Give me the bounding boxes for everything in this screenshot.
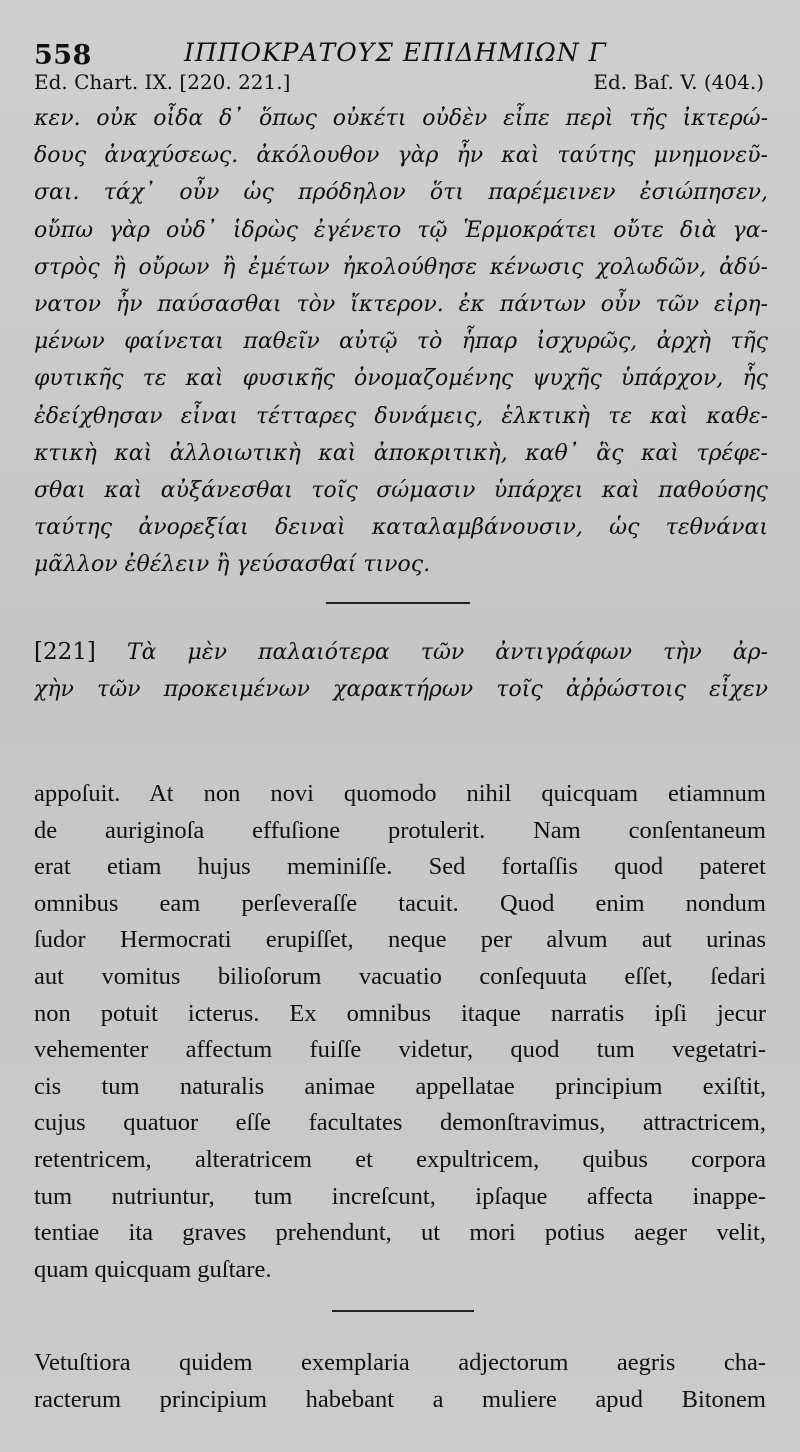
latin-line: non potuit icterus. Ex omnibus itaque narratis ipſi jecur — [34, 999, 766, 1027]
greek-line: νατον ἦν παύσασθαι τὸν ἴκτερον. ἐκ πάντων οὖν τῶν εἰρη- — [34, 291, 768, 317]
latin-text-block — [34, 776, 766, 1288]
latin-line: cujus quatuor eſſe facultates demonſtravimus, attractricem, — [34, 1109, 766, 1137]
greek-line: δους ἀναχύσεως. ἀκόλουθον γὰρ ἦν καὶ ταύτης μνημονεῦ- — [34, 143, 768, 169]
latin-line: omnibus eam perſeveraſſe tacuit. Quod enim nondum — [34, 889, 766, 917]
greek-line: κεν. οὐκ οἶδα δ᾽ ὅπως οὐκέτι οὐδὲν εἶπε περὶ τῆς ἰκτερώ- — [34, 106, 768, 131]
greek-line: ἐδείχθησαν εἶναι τέτταρες δυνάμεις, ἑλκτικὴ τε καὶ καθε- — [34, 403, 768, 429]
greek-line: φυτικῆς τε καὶ φυσικῆς ὀνομαζομένης ψυχῆς ὑπάρχον, ἧς — [34, 366, 768, 392]
greek-line: μᾶλλον ἐθέλειν ἢ γεύσασθαί τινος. — [34, 552, 431, 578]
latin-line: tum nutriuntur, tum increſcunt, ipſaque affecta inappe- — [34, 1182, 766, 1210]
latin-section-221 — [34, 1345, 766, 1418]
greek-text-block — [34, 100, 768, 583]
latin-line: ſudor Hermocrati erupiſſet, neque per alvum aut urinas — [34, 926, 766, 954]
greek-section-line — [34, 634, 768, 671]
page-number: 558 — [34, 40, 92, 71]
greek-section-221 — [34, 634, 768, 708]
section-divider — [326, 602, 470, 604]
greek-section-text: Τὰ μὲν παλαιότερα τῶν ἀντιγράφων τὴν ἀρ- — [126, 640, 768, 665]
latin-line: Vetuſtiora quidem exemplaria adjectorum aegris cha- — [34, 1349, 766, 1376]
edition-chartier-ref: Ed. Chart. IX. [220. 221.] — [34, 70, 291, 94]
greek-line: ταύτης ἀνορεξίαι δειναὶ καταλαμβάνουσιν, ὡς τεθνάναι — [34, 515, 768, 541]
latin-line: cis tum naturalis animae appellatae principium exiſtit, — [34, 1072, 766, 1100]
edition-basel-ref: Ed. Baſ. V. (404.) — [593, 70, 764, 94]
latin-line: quam quicquam guſtare. — [34, 1255, 272, 1283]
greek-line: μένων φαίνεται παθεῖν αὐτῷ τὸ ἧπαρ ἰσχυρῶς, ἀρχὴ τῆς — [34, 329, 768, 355]
latin-line: erat etiam hujus meminiſſe. Sed fortaſſis quod pateret — [34, 853, 766, 881]
latin-line: retentricem, alteratricem et expultricem, quibus corpora — [34, 1145, 766, 1173]
running-title: ΙΠΠΟΚΡΑΤΟΥΣ ΕΠΙΔΗΜΙΩΝ Γ — [184, 38, 607, 67]
greek-line: οὔπω γὰρ οὐδ᾽ ἱδρὼς ἐγένετο τῷ Ἑρμοκράτει οὔτε διὰ γα- — [34, 217, 768, 243]
edition-reference-line — [34, 70, 764, 100]
greek-line: σθαι καὶ αὐξάνεσθαι τοῖς σώμασιν ὑπάρχει καὶ παθούσης — [34, 477, 768, 503]
latin-line: aut vomitus bilioſorum vacuatio conſequuta eſſet, ſedari — [34, 962, 766, 990]
greek-line: στρὸς ἢ οὔρων ἢ ἐμέτων ἠκολούθησε κένωσις χολωδῶν, ἀδύ- — [34, 254, 768, 280]
latin-line: vehementer affectum fuiſſe videtur, quod tum vegetatri- — [34, 1036, 766, 1064]
latin-line: tentiae ita graves prehendunt, ut mori potius aeger velit, — [34, 1219, 766, 1247]
latin-line: appoſuit. At non novi quomodo nihil quicquam etiamnum — [34, 780, 766, 807]
section-divider — [332, 1310, 474, 1312]
section-number: [221] — [34, 639, 96, 665]
latin-line: racterum principium habebant a muliere apud Bitonem — [34, 1385, 766, 1413]
greek-line: χὴν τῶν προκειμένων χαρακτήρων τοῖς ἀῤῥώστοις εἶχεν — [34, 677, 768, 703]
greek-line: κτικὴ καὶ ἀλλοιωτικὴ καὶ ἀποκριτικὴ, καθ᾽ ἃς καὶ τρέφε- — [34, 440, 768, 466]
greek-line: σαι. τάχ᾽ οὖν ὡς πρόδηλον ὅτι παρέμεινεν ἐσιώπησεν, — [34, 180, 768, 206]
latin-line: de auriginoſa effuſione protulerit. Nam conſentaneum — [34, 816, 766, 844]
